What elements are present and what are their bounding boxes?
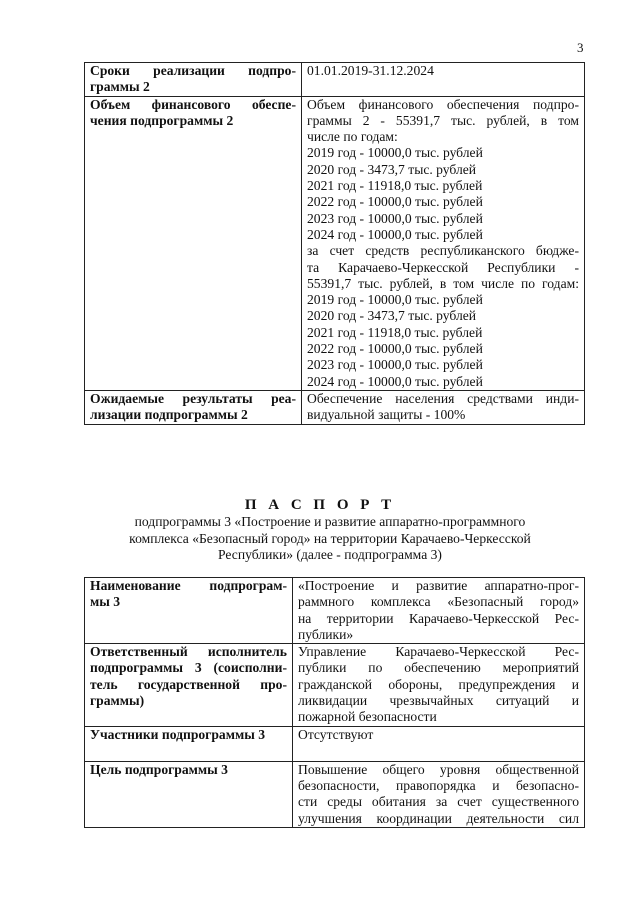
label-line: граммы) (90, 693, 145, 709)
value-line: 2024 год - 10000,0 тыс. рублей (307, 373, 483, 389)
label-line: Наименование подпрограм- (90, 578, 287, 593)
row-label-participants (85, 726, 293, 761)
value-line: публики по обеспечению мероприятий (298, 660, 579, 676)
value-line: 2022 год - 10000,0 тыс. рублей (307, 194, 483, 210)
row-label-expected-results (85, 390, 302, 424)
row-value-name (293, 578, 585, 644)
table-row (85, 578, 585, 644)
row-label-goal (85, 761, 293, 827)
value-line: за счет средств республиканского бюдже- (307, 243, 579, 259)
value-line: 01.01.2019-31.12.2024 (307, 63, 434, 78)
row-value-responsible-executor (293, 644, 585, 726)
row-label-implementation-period (85, 63, 302, 97)
label-line: подпрограммы 3 (соисполни- (90, 660, 287, 676)
value-line: на территории Карачаево-Черкесской Рес- (298, 610, 579, 626)
value-line: 2020 год - 3473,7 тыс. рублей (307, 161, 477, 177)
value-line: 55391,7 тыс. рублей, в том числе по годам: (307, 275, 579, 291)
table-row (85, 390, 585, 424)
row-label-financing-volume (85, 96, 302, 390)
subtitle-line: комплекса «Безопасный город» на территории Карачаево-Черкесской (129, 530, 531, 546)
value-line: Объем финансового обеспечения подпро- (307, 96, 579, 112)
value-line: 2021 год - 11918,0 тыс. рублей (307, 324, 483, 340)
label-line: Сроки реализации подпро- (90, 63, 296, 78)
value-line: улучшения координации деятельности сил (298, 810, 579, 826)
value-line: 2024 год - 10000,0 тыс. рублей (307, 226, 483, 242)
value-line: 2023 год - 10000,0 тыс. рублей (307, 357, 483, 373)
value-line: граммы 2 - 55391,7 тыс. рублей, в том (307, 112, 579, 128)
label-line: лизации подпрограммы 2 (90, 407, 248, 423)
value-line: пожарной безопасности (298, 709, 437, 725)
subprogram-3-passport-table (84, 577, 585, 828)
passport-subtitle (95, 514, 565, 564)
value-line: «Построение и развитие аппаратно-прог- (298, 578, 579, 593)
table-row (85, 726, 585, 761)
table-row (85, 761, 585, 827)
table-row (85, 644, 585, 726)
label-line: Ответственный исполнитель (90, 644, 287, 660)
table-row (85, 63, 585, 97)
subtitle-line: Республики» (далее - подпрограмма 3) (218, 547, 442, 562)
row-value-implementation-period (302, 63, 585, 97)
row-label-name (85, 578, 293, 644)
value-line: 2020 год - 3473,7 тыс. рублей (307, 308, 477, 324)
row-value-goal (293, 761, 585, 827)
label-line: тель государственной про- (90, 676, 287, 692)
value-line: Повышение общего уровня общественной (298, 761, 579, 777)
value-line: публики» (298, 626, 354, 642)
value-line: числе по годам: (307, 129, 398, 145)
passport-title: П А С П О Р Т (244, 497, 396, 513)
value-line: безопасности, правопорядка и безопасно- (298, 777, 579, 793)
row-label-responsible-executor (85, 644, 293, 726)
value-line: Управление Карачаево-Черкесской Рес- (298, 644, 579, 660)
label-line: Ожидаемые результаты реа- (90, 390, 296, 406)
value-line: Обеспечение населения средствами инди- (307, 390, 579, 406)
value-line: ликвидации чрезвычайных ситуаций и (298, 693, 579, 709)
row-value-financing-volume (302, 96, 585, 390)
value-line: Отсутствуют (298, 726, 374, 742)
value-line: 2022 год - 10000,0 тыс. рублей (307, 341, 483, 357)
value-line: раммного комплекса «Безопасный город» (298, 594, 579, 610)
page-number: 3 (577, 40, 584, 55)
label-line: граммы 2 (90, 79, 150, 95)
value-line: 2023 год - 10000,0 тыс. рублей (307, 210, 483, 226)
value-line: гражданской обороны, предупреждения и (298, 676, 579, 692)
label-line: Объем финансового обеспе- (90, 96, 296, 112)
table-row (85, 96, 585, 390)
value-line: сти среды обитания за счет существенного (298, 794, 579, 810)
label-line: мы 3 (90, 594, 121, 610)
value-line: видуальной защиты - 100% (307, 407, 466, 423)
label-line: Участники подпрограммы 3 (90, 726, 266, 742)
value-line: 2019 год - 10000,0 тыс. рублей (307, 145, 483, 161)
value-line: 2021 год - 11918,0 тыс. рублей (307, 178, 483, 194)
label-line: чения подпрограммы 2 (90, 112, 234, 128)
value-line: та Карачаево-Черкесской Республики - (307, 259, 579, 275)
row-value-participants (293, 726, 585, 761)
subtitle-line: подпрограммы 3 «Построение и развитие аппаратно-программного (134, 514, 526, 529)
subprogram-2-table (84, 62, 585, 425)
value-line: 2019 год - 10000,0 тыс. рублей (307, 292, 483, 308)
row-value-expected-results (302, 390, 585, 424)
label-line: Цель подпрограммы 3 (90, 761, 228, 777)
